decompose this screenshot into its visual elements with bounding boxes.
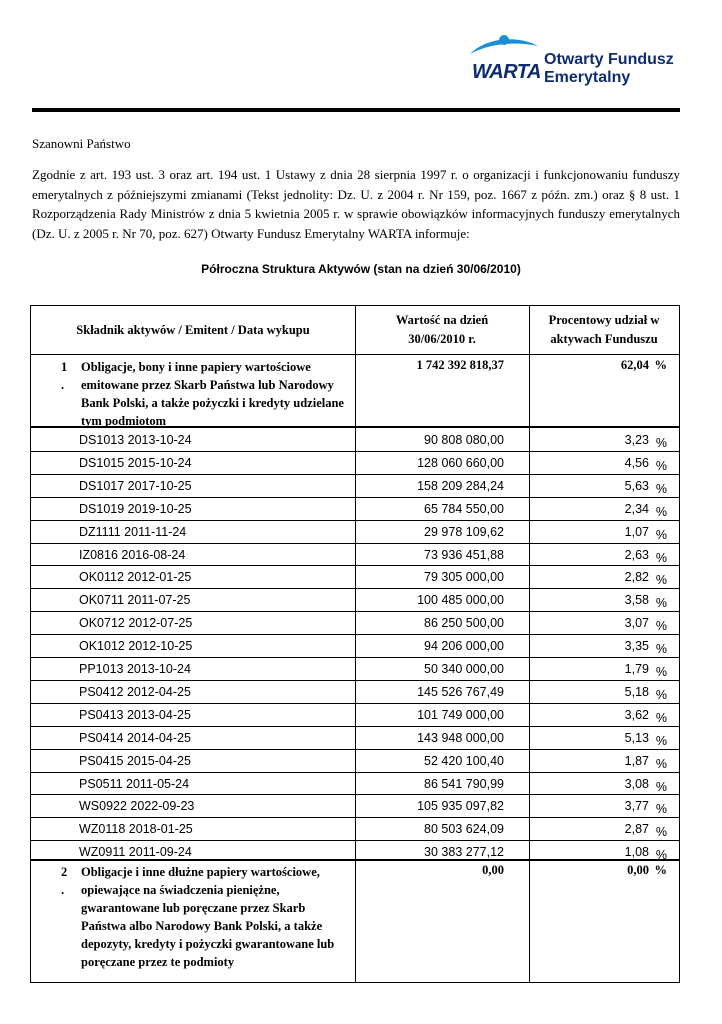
security-percent: 5,18: [624, 684, 649, 699]
table-row: [31, 726, 679, 749]
logo-fund-name: [544, 51, 674, 87]
security-percent: 2,63: [624, 547, 649, 562]
security-value: 143 948 000,00: [417, 730, 504, 745]
percent-sign: %: [655, 458, 667, 473]
table-row: [31, 520, 679, 543]
section-1-percent: 62,04: [620, 358, 649, 372]
section-1-pct-sign: %: [654, 358, 667, 372]
logo-name-line2: Emerytalny: [544, 69, 631, 86]
security-value: 128 060 660,00: [417, 455, 504, 470]
section-2-pct-sign: %: [654, 863, 667, 877]
security-percent: 3,23: [624, 433, 649, 447]
header-percent: Procentowy udział w aktywach Funduszu: [548, 313, 660, 346]
security-percent: 1,79: [624, 662, 649, 676]
header-divider: [32, 108, 680, 112]
table-row: [31, 680, 679, 703]
security-name: OK1012 2012-10-25: [79, 639, 193, 654]
percent-sign: %: [655, 710, 667, 725]
security-percent: 3,77: [624, 799, 649, 814]
security-percent: 3,08: [624, 776, 649, 791]
header-asset: Składnik aktywów / Emitent / Data wykupu: [76, 322, 310, 337]
table-row: [31, 657, 679, 680]
security-percent: 3,07: [624, 616, 649, 631]
table-row: [31, 565, 679, 588]
table-row: [31, 611, 679, 634]
security-name: OK0712 2012-07-25: [79, 616, 193, 631]
percent-sign: %: [655, 573, 667, 588]
security-percent: 1,08: [624, 845, 649, 860]
percent-sign: %: [655, 550, 667, 565]
security-name: DS1015 2015-10-24: [79, 455, 192, 470]
security-percent: 3,62: [624, 707, 649, 722]
percent-sign: %: [655, 779, 667, 794]
security-percent: 3,35: [624, 639, 649, 654]
table-row: [31, 634, 679, 657]
table-row: [31, 474, 679, 497]
security-name: OK0711 2011-07-25: [79, 593, 191, 608]
security-percent: 2,34: [624, 501, 649, 516]
table-row: [31, 543, 679, 566]
table-row: [31, 703, 679, 726]
security-value: 90 808 080,00: [424, 433, 504, 447]
section-2-value: 0,00: [482, 863, 504, 877]
security-value: 94 206 000,00: [424, 639, 504, 654]
security-value: 80 503 624,09: [424, 822, 504, 837]
percent-sign: %: [655, 642, 667, 657]
assets-table: [30, 305, 680, 983]
security-value: 158 209 284,24: [417, 478, 504, 493]
security-value: 101 749 000,00: [417, 707, 504, 722]
security-name: PS0511 2011-05-24: [79, 776, 190, 791]
percent-sign: %: [655, 756, 667, 771]
report-heading: Półroczna Struktura Aktywów (stan na dzień 30/06/2010): [201, 262, 521, 276]
table-row: [31, 451, 679, 474]
logo-brand: WARTA: [472, 61, 541, 83]
security-percent: 3,58: [624, 593, 649, 608]
section-title: Obligacje i inne dłużne papiery wartościowe, opiewające na świadczenia pieniężne, gwarantowane lub poręczane przez Skarb Państwa albo Narodowy Bank Polski, a także depozyty, kredyty i pożyczki gwarantowane lub poręczane przez te podmioty: [81, 865, 335, 969]
security-percent: 2,82: [624, 570, 649, 585]
security-value: 100 485 000,00: [417, 593, 504, 608]
security-value: 73 936 451,88: [424, 547, 504, 562]
percent-sign: %: [655, 436, 667, 450]
section-title: Obligacje, bony i inne papiery wartościowe emitowane przez Skarb Państwa lub Narodowy Bank Polski, a także pożyczki i kredyty udzielane tym podmiotom: [81, 360, 344, 428]
percent-sign: %: [655, 527, 667, 542]
security-name: DS1019 2019-10-25: [79, 501, 192, 516]
intro-paragraph: Zgodnie z art. 193 ust. 3 oraz art. 194 ust. 1 Ustawy z dnia 28 sierpnia 1997 r. o organizacji i funkcjonowaniu funduszy emerytalnych z późniejszymi zmianami (Tekst jednolity: Dz. U. z 2004 r. Nr 159, poz. 1667 z późn. zm.) oraz § 8 ust. 1 Rozporządzenia Rady Ministrów z dnia 5 kwietnia 2005 r. w sprawie obowiązków informacyjnych funduszy emerytalnych (Dz. U. z 2005 r. Nr 70, poz. 627) Otwarty Fundusz Emerytalny WARTA informuje:: [32, 167, 680, 241]
table-row: [31, 749, 679, 772]
section-2-percent: 0,00: [627, 863, 649, 877]
security-name: PS0412 2012-04-25: [79, 684, 191, 699]
security-name: WS0922 2022-09-23: [79, 799, 195, 814]
percent-sign: %: [655, 733, 667, 748]
security-name: DS1013 2013-10-24: [79, 433, 192, 447]
security-value: 105 935 097,82: [417, 799, 504, 814]
section-number: 1 .: [61, 360, 68, 392]
table-row: [31, 772, 679, 795]
table-row: [31, 428, 679, 451]
percent-sign: %: [655, 825, 667, 840]
security-percent: 2,87: [624, 822, 649, 837]
security-name: PS0414 2014-04-25: [79, 730, 191, 745]
percent-sign: %: [655, 504, 667, 519]
security-name: WZ0118 2018-01-25: [79, 822, 193, 837]
table-row: [31, 817, 679, 840]
percent-sign: %: [655, 848, 667, 863]
security-name: WZ0911 2011-09-24: [79, 845, 192, 860]
security-value: 79 305 000,00: [424, 570, 504, 585]
security-percent: 5,13: [624, 730, 649, 745]
security-percent: 5,63: [624, 478, 649, 493]
security-value: 52 420 100,40: [424, 753, 504, 768]
security-name: DS1017 2017-10-25: [79, 478, 192, 493]
security-value: 65 784 550,00: [424, 501, 504, 516]
warta-swoosh-icon: [468, 32, 540, 62]
percent-sign: %: [655, 665, 667, 679]
percent-sign: %: [655, 619, 667, 634]
security-name: IZ0816 2016-08-24: [79, 547, 186, 562]
logo-name-line1: Otwarty Fundusz: [544, 51, 674, 68]
security-value: 145 526 767,49: [417, 684, 504, 699]
percent-sign: %: [655, 687, 667, 702]
security-value: 50 340 000,00: [424, 662, 504, 676]
table-row: [31, 497, 679, 520]
percent-sign: %: [655, 596, 667, 611]
security-percent: 4,56: [624, 455, 649, 470]
header-value: Wartość na dzień 30/06/2010 r.: [395, 313, 489, 346]
section-number: 2 .: [61, 865, 68, 897]
security-value: 29 978 109,62: [424, 524, 504, 539]
security-percent: 1,07: [624, 524, 649, 539]
table-row: [31, 794, 679, 817]
security-name: PS0413 2013-04-25: [79, 707, 191, 722]
security-value: 86 541 790,99: [424, 776, 504, 791]
warta-logo: [458, 24, 680, 96]
table-row: [31, 588, 679, 611]
security-name: PS0415 2015-04-25: [79, 753, 191, 768]
greeting: Szanowni Państwo: [32, 136, 131, 151]
percent-sign: %: [655, 481, 667, 496]
section-1-value: 1 742 392 818,37: [416, 358, 504, 372]
security-name: DZ1111 2011-11-24: [79, 524, 187, 539]
security-value: 30 383 277,12: [424, 845, 504, 860]
security-value: 86 250 500,00: [424, 616, 504, 631]
security-name: PP1013 2013-10-24: [79, 662, 191, 676]
percent-sign: %: [655, 802, 667, 817]
security-name: OK0112 2012-01-25: [79, 570, 192, 585]
security-percent: 1,87: [624, 753, 649, 768]
